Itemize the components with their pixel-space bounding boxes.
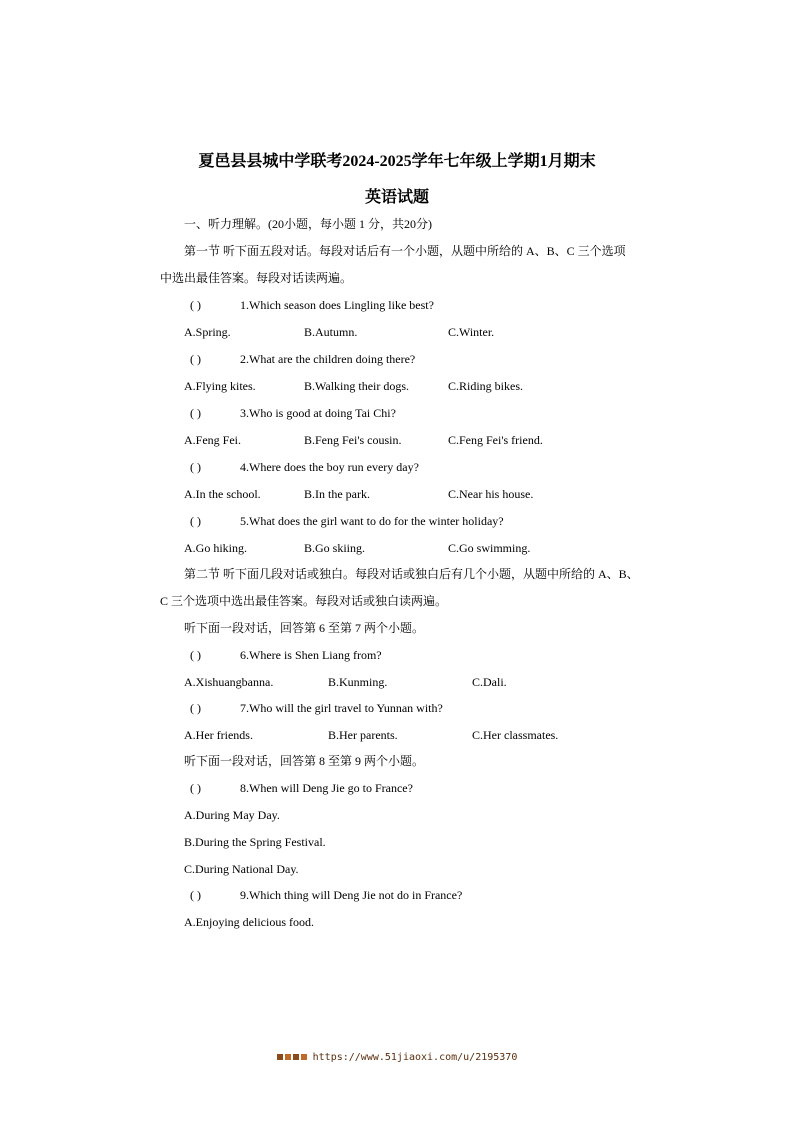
option-c: C.Her classmates.	[472, 728, 559, 742]
question-text: 7.Who will the girl travel to Yunnan with?	[240, 701, 443, 715]
question-9	[190, 887, 462, 903]
answer-blank[interactable]: ( )	[190, 888, 201, 902]
section2-intro-line2: C 三个选项中选出最佳答案。每段对话或独白读两遍。	[160, 594, 448, 608]
dialog-6-7-instruction: 听下面一段对话，回答第 6 至第 7 两个小题。	[184, 621, 425, 635]
option-a: A.In the school.	[184, 487, 261, 501]
option-c: C.Winter.	[448, 325, 495, 339]
option-b: B.During the Spring Festival.	[184, 835, 326, 849]
part1-heading: 一、听力理解。(20小题，每小题 1 分，共20分)	[184, 217, 432, 231]
option-c: C.Near his house.	[448, 487, 534, 501]
option-b: B.Kunming.	[328, 675, 388, 689]
question-1	[190, 297, 434, 313]
question-8	[190, 780, 413, 796]
answer-blank[interactable]: ( )	[190, 298, 201, 312]
question-text: 6.Where is Shen Liang from?	[240, 648, 382, 662]
option-a: A.Flying kites.	[184, 379, 256, 393]
option-a: A.Her friends.	[184, 728, 253, 742]
question-text: 1.Which season does Lingling like best?	[240, 298, 434, 312]
question-2	[190, 351, 415, 367]
option-c: C.Riding bikes.	[448, 379, 524, 393]
question-text: 5.What does the girl want to do for the winter holiday?	[240, 514, 504, 528]
option-a: A.Enjoying delicious food.	[184, 915, 314, 929]
exam-subtitle: 英语试题	[364, 189, 429, 206]
option-b: B.In the park.	[304, 487, 370, 501]
option-c: C.Dali.	[472, 675, 507, 689]
answer-blank[interactable]: ( )	[190, 514, 201, 528]
option-a: A.Go hiking.	[184, 541, 247, 555]
answer-blank[interactable]: ( )	[190, 781, 201, 795]
question-text: 3.Who is good at doing Tai Chi?	[240, 406, 396, 420]
question-text: 9.Which thing will Deng Jie not do in France?	[240, 888, 463, 902]
option-b: B.Walking their dogs.	[304, 379, 410, 393]
question-6	[190, 647, 382, 663]
question-text: 4.Where does the boy run every day?	[240, 460, 419, 474]
option-b: B.Feng Fei's cousin.	[304, 433, 402, 447]
section1-intro-line2: 中选出最佳答案。每段对话读两遍。	[160, 271, 353, 285]
answer-blank[interactable]: ( )	[190, 701, 201, 715]
dialog-8-9-instruction: 听下面一段对话，回答第 8 至第 9 两个小题。	[184, 754, 425, 768]
answer-blank[interactable]: ( )	[190, 406, 201, 420]
question-7	[190, 700, 443, 716]
option-b: B.Her parents.	[328, 728, 398, 742]
question-3	[190, 405, 396, 421]
option-a: A.During May Day.	[184, 808, 280, 822]
option-c: C.Go swimming.	[448, 541, 531, 555]
answer-blank[interactable]: ( )	[190, 460, 201, 474]
option-a: A.Feng Fei.	[184, 433, 241, 447]
section2-intro-line1: 第二节 听下面几段对话或独白。每段对话或独白后有几个小题，从题中所给的 A、B、	[184, 567, 639, 581]
option-a: A.Xishuangbanna.	[184, 675, 274, 689]
footer-url-link[interactable]: https://www.51jiaoxi.com/u/2195370	[312, 1052, 518, 1063]
option-b: B.Go skiing.	[304, 541, 366, 555]
question-text: 8.When will Deng Jie go to France?	[240, 781, 413, 795]
question-text: 2.What are the children doing there?	[240, 352, 416, 366]
answer-blank[interactable]: ( )	[190, 352, 201, 366]
exam-title: 夏邑县县城中学联考2024-2025学年七年级上学期1月期末	[198, 153, 596, 170]
option-a: A.Spring.	[184, 325, 231, 339]
option-c: C.During National Day.	[184, 862, 299, 876]
answer-blank[interactable]: ( )	[190, 648, 201, 662]
question-4	[190, 459, 419, 475]
option-b: B.Autumn.	[304, 325, 358, 339]
site-logo-icon	[277, 1053, 307, 1061]
option-c: C.Feng Fei's friend.	[448, 433, 543, 447]
footer-watermark	[0, 1052, 794, 1063]
question-5	[190, 513, 504, 529]
section1-intro-line1: 第一节 听下面五段对话。每段对话后有一个小题，从题中所给的 A、B、C 三个选项	[184, 244, 626, 258]
